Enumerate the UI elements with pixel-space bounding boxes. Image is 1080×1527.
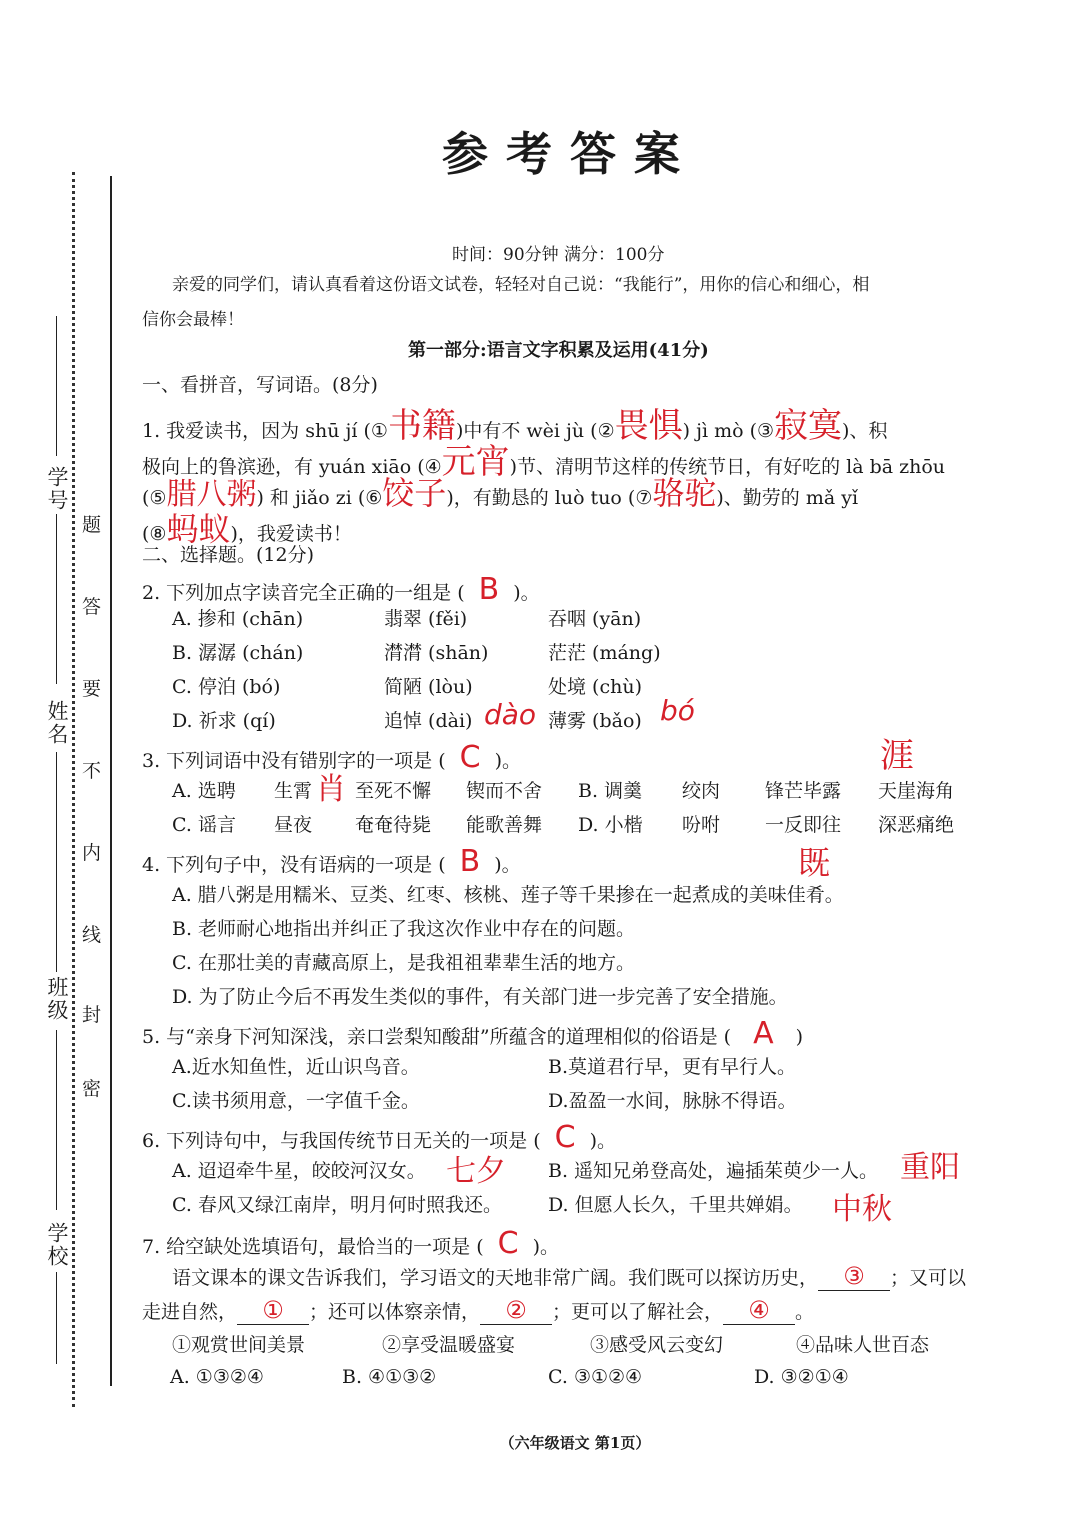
question-6-stem: 6. 下列诗句中，与我国传统节日无关的一项是 ( C )。 xyxy=(142,1120,616,1155)
blank-line xyxy=(56,1030,57,1210)
answer-handwritten: B xyxy=(459,844,481,879)
option: 一反即往 xyxy=(765,814,842,836)
dotted-cut-line xyxy=(72,172,75,1407)
option: B. 老师耐心地指出并纠正了我这次作业中存在的问题。 xyxy=(172,918,636,940)
option: D. ③②①④ xyxy=(754,1366,849,1388)
seal-char: 要 xyxy=(82,678,102,700)
question-4-stem: 4. 下列句子中，没有语病的一项是 ( B )。 xyxy=(142,844,521,879)
question-1-line-1: 1. 我爱读书，因为 shū jí (①书籍)中有不 wèi jù (②畏惧) jì mò (③寂寞)、积 xyxy=(142,406,888,446)
answer-handwritten: 元宵 xyxy=(441,442,510,482)
correction-mark: 肖 xyxy=(316,772,346,807)
section-heading: 一、看拼音，写词语。(8分) xyxy=(142,374,378,396)
answer-blank: ① xyxy=(237,1296,309,1325)
page-footer: （六年级语文 第1页） xyxy=(499,1434,651,1452)
question-7-passage-1: 语文课本的课文告诉我们，学习语文的天地非常广阔。我们既可以探访历史， ③ ；又可以 xyxy=(172,1262,967,1290)
option: 昼夜 xyxy=(274,814,313,836)
option: D. 为了防止今后不再发生类似的事件，有关部门进一步完善了安全措施。 xyxy=(172,986,788,1008)
option: A. 迢迢牵牛星，皎皎河汉女。 xyxy=(172,1160,426,1182)
option: A.近水知鱼性，近山识鸟音。 xyxy=(172,1056,420,1078)
correction-mark: 七夕 xyxy=(446,1154,506,1189)
question-2-stem: 2. 下列加点字读音完全正确的一组是 ( B )。 xyxy=(142,572,540,607)
option: 至死不懈 xyxy=(355,780,432,802)
option: 锲而不舍 xyxy=(466,780,543,802)
answer-blank: ④ xyxy=(723,1296,795,1325)
option: ②享受温暖盛宴 xyxy=(382,1334,516,1356)
option: 深恶痛绝 xyxy=(878,814,955,836)
option: D. 小楷 xyxy=(578,814,643,836)
option: B. 潺潺 (chán) xyxy=(172,642,304,664)
intro-line-2: 信你会最棒！ xyxy=(142,310,244,330)
answer-handwritten: 饺子 xyxy=(382,474,447,512)
correction-mark: 重阳 xyxy=(900,1150,960,1185)
option: ①观赏世间美景 xyxy=(172,1334,306,1356)
option: A. 腊八粥是用糯米、豆类、红枣、核桃、莲子等千果掺在一起煮成的美味佳肴。 xyxy=(172,884,844,906)
seal-char: 线 xyxy=(82,924,102,946)
option: C. 春风又绿江南岸，明月何时照我还。 xyxy=(172,1194,502,1216)
label-class: 班级 xyxy=(45,976,69,1022)
option: C. 停泊 (bó) xyxy=(172,676,281,698)
option: ③感受风云变幻 xyxy=(590,1334,724,1356)
answer-handwritten: C xyxy=(554,1120,576,1155)
option: 能歌善舞 xyxy=(466,814,543,836)
option: C. 在那壮美的青藏高原上，是我祖祖辈辈生活的地方。 xyxy=(172,952,635,974)
label-student-id: 学号 xyxy=(45,466,69,512)
option: 潸潸 (shān) xyxy=(384,642,489,664)
option: A. ①③②④ xyxy=(170,1366,264,1388)
answer-handwritten: C xyxy=(497,1226,519,1261)
option: D. 祈求 (qí) xyxy=(172,710,276,732)
binding-line xyxy=(110,176,112,1386)
option: 吩咐 xyxy=(682,814,721,836)
option: 追悼 (dài) xyxy=(384,710,473,732)
option: 薄雾 (bǎo) xyxy=(548,710,642,732)
option: 翡翠 (fěi) xyxy=(384,608,468,630)
seal-char: 封 xyxy=(82,1004,102,1026)
answer-handwritten: 蚂蚁 xyxy=(166,510,231,548)
option: C. 谣言 xyxy=(172,814,236,836)
question-3-stem: 3. 下列词语中没有错别字的一项是 ( C )。 xyxy=(142,740,521,775)
option: 简陋 (lòu) xyxy=(384,676,473,698)
option: 茫茫 (máng) xyxy=(548,642,661,664)
correction-mark: 既 xyxy=(798,844,831,882)
question-1-line-4: (⑧蚂蚁)，我爱读书！ xyxy=(142,510,352,548)
option: C. ③①②④ xyxy=(548,1366,643,1388)
option: A. 选聘 xyxy=(172,780,236,802)
answer-handwritten: 畏惧 xyxy=(614,406,683,446)
option: 奄奄待毙 xyxy=(355,814,432,836)
answer-blank: ② xyxy=(480,1296,552,1325)
question-1-line-3: (⑤腊八粥) 和 jiǎo zi (⑥饺子)，有勤恳的 luò tuo (⑦骆驼)、勤劳的 mǎ yǐ xyxy=(142,474,859,512)
question-5-stem: 5. 与“亲身下河知深浅，亲口尝梨知酸甜”所蕴含的道理相似的俗语是 ( A ) xyxy=(142,1016,804,1051)
option: C.读书须用意，一字值千金。 xyxy=(172,1090,420,1112)
blank-line xyxy=(56,514,57,684)
question-1-line-2: 极向上的鲁滨逊，有 yuán xiāo (④元宵)节、清明节这样的传统节日，有好吃的 là bā zhōu xyxy=(142,442,946,482)
question-7-stem: 7. 给空缺处选填语句，最恰当的一项是 ( C )。 xyxy=(142,1226,559,1261)
option: D. 但愿人长久，千里共婵娟。 xyxy=(548,1194,803,1216)
seal-char: 不 xyxy=(82,760,102,782)
answer-handwritten: 寂寞 xyxy=(774,406,843,446)
blank-line xyxy=(56,316,57,456)
seal-char: 内 xyxy=(82,842,102,864)
answer-handwritten: 书籍 xyxy=(387,406,456,446)
option: B. 调羹 xyxy=(578,780,643,802)
blank-line xyxy=(56,752,57,972)
correction-mark: 中秋 xyxy=(832,1192,892,1227)
section-heading: 二、选择题。(12分) xyxy=(142,544,315,566)
part-heading: 第一部分:语言文字积累及运用(41分) xyxy=(408,340,709,361)
correction-mark: bó xyxy=(660,694,695,727)
option: 锋芒毕露 xyxy=(765,780,842,802)
seal-char: 密 xyxy=(82,1078,102,1100)
option: ④品味人世百态 xyxy=(796,1334,930,1356)
answer-handwritten: 腊八粥 xyxy=(166,477,257,512)
option: 绞肉 xyxy=(682,780,721,802)
answer-handwritten: 骆驼 xyxy=(652,474,717,512)
option: 吞咽 (yān) xyxy=(548,608,642,630)
page-title: 参考答案 xyxy=(442,127,698,181)
answer-handwritten: B xyxy=(478,572,500,607)
answer-blank: ③ xyxy=(818,1262,890,1291)
option: 处境 (chù) xyxy=(548,676,642,698)
exam-meta: 时间：90分钟 满分：100分 xyxy=(452,245,665,265)
label-name: 姓名 xyxy=(45,700,69,746)
question-7-passage-2: 走进自然， ① ；还可以体察亲情， ② ；更可以了解社会， ④ 。 xyxy=(142,1296,815,1324)
answer-handwritten: A xyxy=(753,1016,774,1051)
option: A. 掺和 (chān) xyxy=(172,608,304,630)
intro-line-1: 亲爱的同学们，请认真看着这份语文试卷，轻轻对自己说：“我能行”，用你的信心和细心，相 xyxy=(172,275,870,295)
option: B. ④①③② xyxy=(342,1366,437,1388)
option: B.莫道君行早，更有早行人。 xyxy=(548,1056,797,1078)
correction-mark: dào xyxy=(484,698,537,731)
option: 天崖海角 xyxy=(878,780,955,802)
correction-mark: 涯 xyxy=(880,736,914,776)
option: 生霄 xyxy=(274,780,313,802)
seal-char: 题 xyxy=(82,514,102,536)
blank-line xyxy=(56,1272,57,1364)
option: B. 遥知兄弟登高处，遍插茱萸少一人。 xyxy=(548,1160,879,1182)
option: D.盈盈一水间，脉脉不得语。 xyxy=(548,1090,797,1112)
seal-char: 答 xyxy=(82,596,102,618)
label-school: 学校 xyxy=(45,1222,69,1268)
answer-handwritten: C xyxy=(459,740,481,775)
